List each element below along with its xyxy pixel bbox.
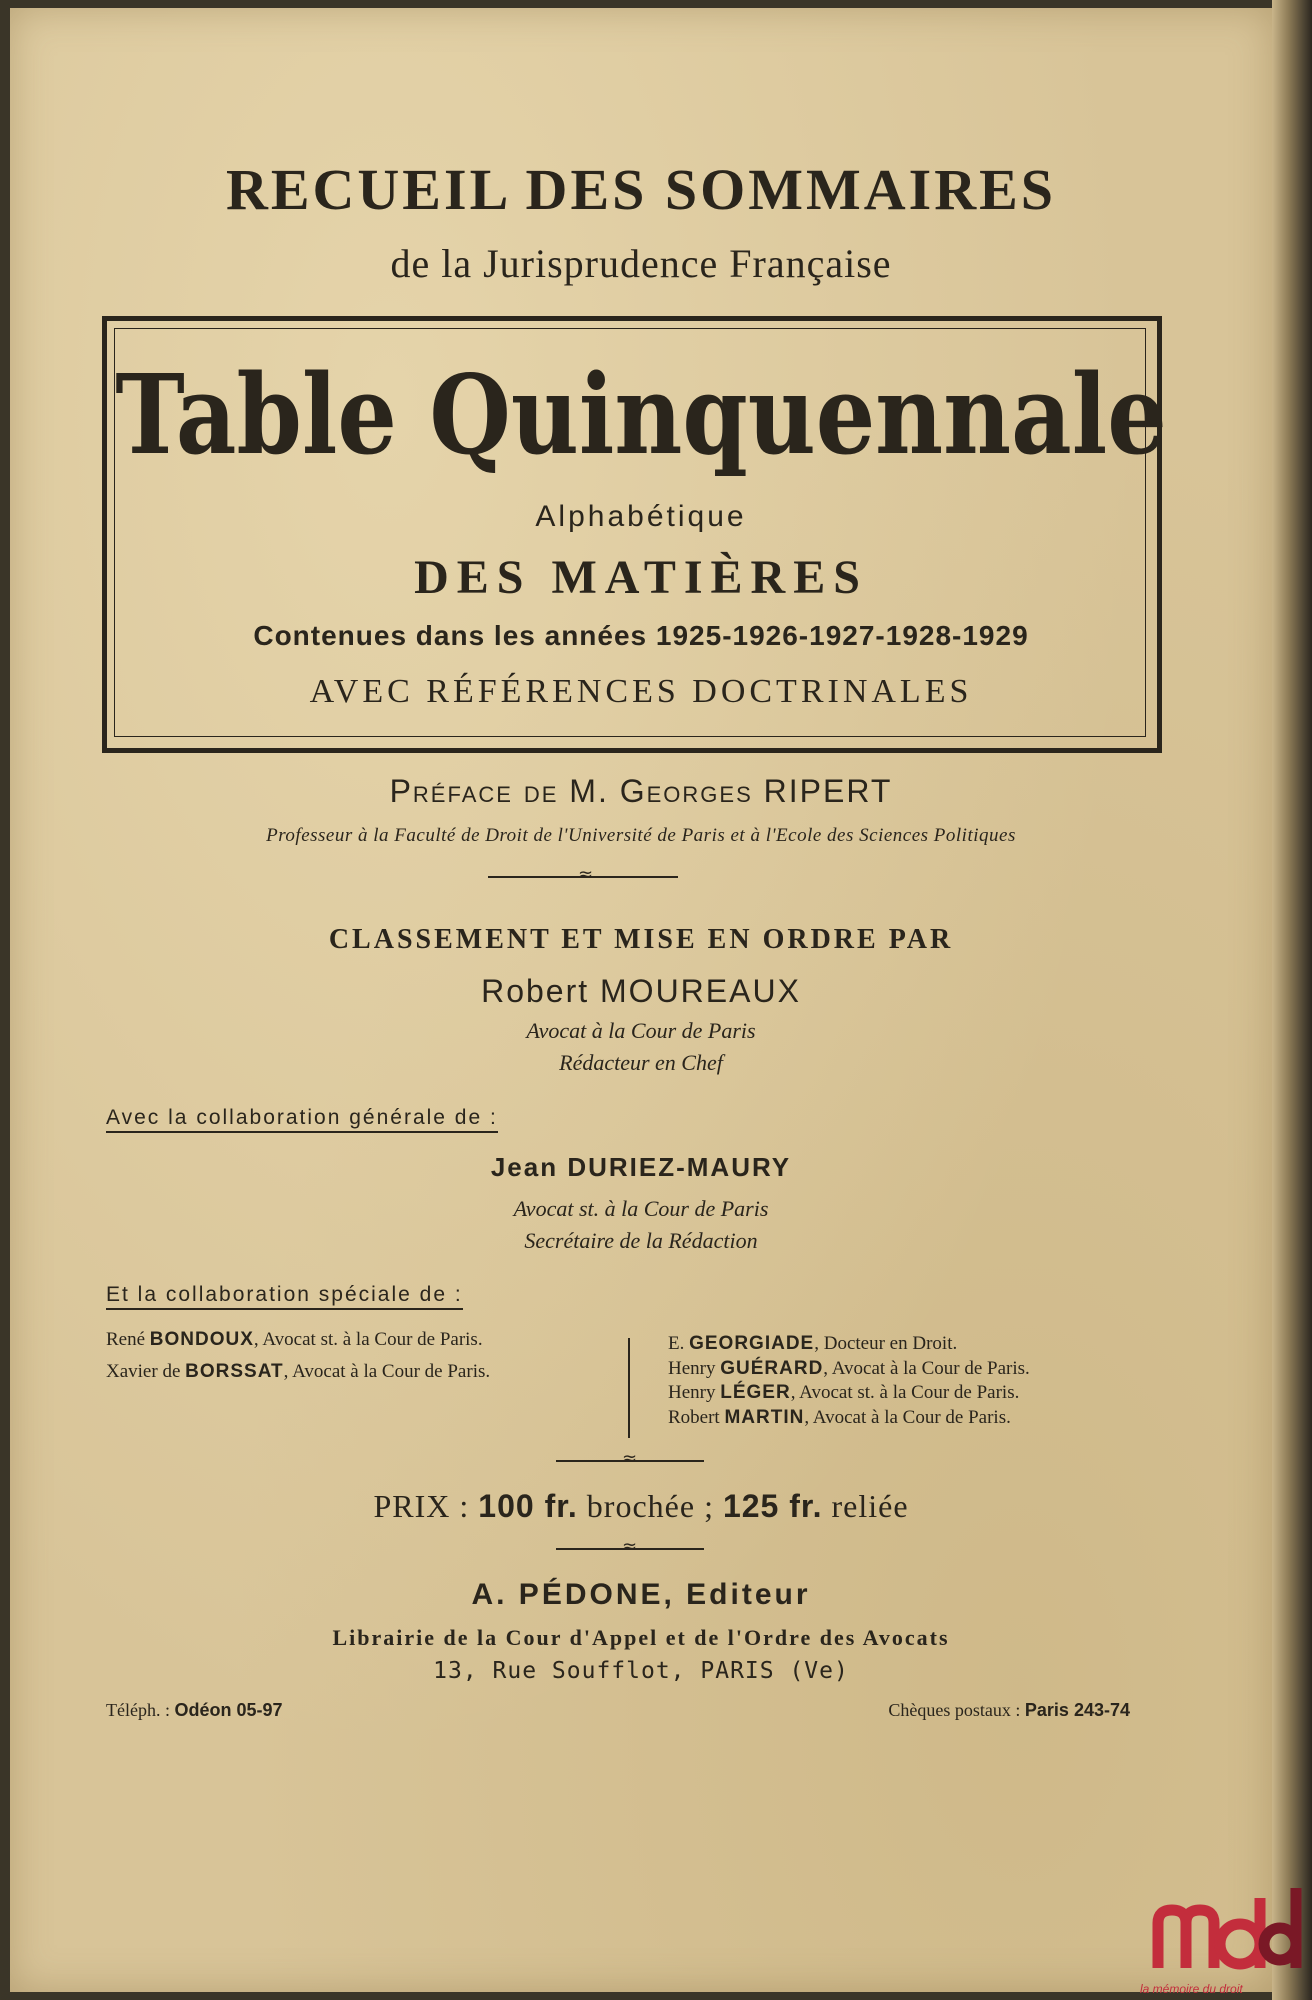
main-title: Table Quinquennale [115, 350, 1167, 479]
general-collab-role-1: Avocat st. à la Cour de Paris [513, 1196, 769, 1221]
ornament-knot-1: ≈ [578, 864, 594, 885]
publisher-address: 13, Rue Soufflot, PARIS (Ve) [433, 1658, 849, 1684]
editor-intro: CLASSEMENT ET MISE EN ORDRE PAR [328, 924, 954, 955]
collaborator-entry: E. GEORGIADE, Docteur en Droit. [668, 1333, 958, 1354]
collaborator-entry: Xavier de BORSSAT, Avocat à la Cour de Paris. [106, 1361, 491, 1382]
preface-affiliation: Professeur à la Faculté de Droit de l'Université de Paris et à l'Ecole des Sciences Politiques [266, 825, 1016, 846]
publisher-name: A. PÉDONE, Editeur [471, 1578, 811, 1611]
collection-subtitle: de la Jurisprudence Française [390, 241, 892, 286]
collaborator-entry: Robert MARTIN, Avocat à la Cour de Paris. [668, 1406, 1011, 1428]
column-divider [628, 1338, 630, 1438]
document-page [10, 8, 1272, 1992]
general-collab-name: Jean DURIEZ-MAURY [490, 1152, 792, 1182]
special-collab-heading: Et la collaboration spéciale de : [106, 1283, 463, 1310]
general-collab-role-2: Secrétaire de la Rédaction [524, 1228, 758, 1253]
ornament-knot-3: ≈ [622, 1536, 638, 1557]
preface-line: Préface de M. Georges RIPERT [389, 773, 893, 809]
collaborator-entry: Henry GUÉRARD, Avocat à la Cour de Paris. [668, 1357, 1030, 1379]
postal-cheques: Chèques postaux : Paris 243-74 [888, 1700, 1130, 1720]
book-edge [1272, 0, 1312, 2000]
title-line-alphabetique: Alphabétique [535, 500, 747, 533]
mdd-logo-icon [1152, 1878, 1302, 1978]
collection-title: RECUEIL DES SOMMAIRES [225, 157, 1057, 222]
editor-role-1: Avocat à la Cour de Paris [526, 1018, 756, 1043]
collaborator-entry: René BONDOUX, Avocat st. à la Cour de Paris. [106, 1329, 483, 1350]
telephone: Téléph. : Odéon 05-97 [106, 1700, 283, 1720]
general-collab-heading: Avec la collaboration générale de : [106, 1106, 498, 1133]
watermark-caption: la mémoire du droit [1140, 1982, 1243, 1996]
editor-role-2: Rédacteur en Chef [559, 1050, 723, 1075]
title-line-years: Contenues dans les années 1925-1926-1927-1928-1929 [253, 620, 1029, 651]
title-line-matieres: DES MATIÈRES [414, 551, 868, 604]
price-reliee: 125 fr. [722, 1488, 823, 1524]
special-collab-left-column [106, 1328, 598, 1392]
collaborator-entry: Henry LÉGER, Avocat st. à la Cour de Paris. [668, 1382, 1020, 1403]
publisher-line: Librairie de la Cour d'Appel et de l'Ordre des Avocats [332, 1625, 950, 1650]
price-broche: 100 fr. [478, 1488, 578, 1524]
editor-name: Robert MOUREAUX [481, 973, 801, 1009]
special-collab-right-column [668, 1332, 1138, 1430]
price-line: PRIX : 100 fr. brochée ; 125 fr. reliée [373, 1488, 909, 1524]
title-line-references: AVEC RÉFÉRENCES DOCTRINALES [309, 673, 973, 710]
ornament-knot-2: ≈ [622, 1448, 638, 1469]
